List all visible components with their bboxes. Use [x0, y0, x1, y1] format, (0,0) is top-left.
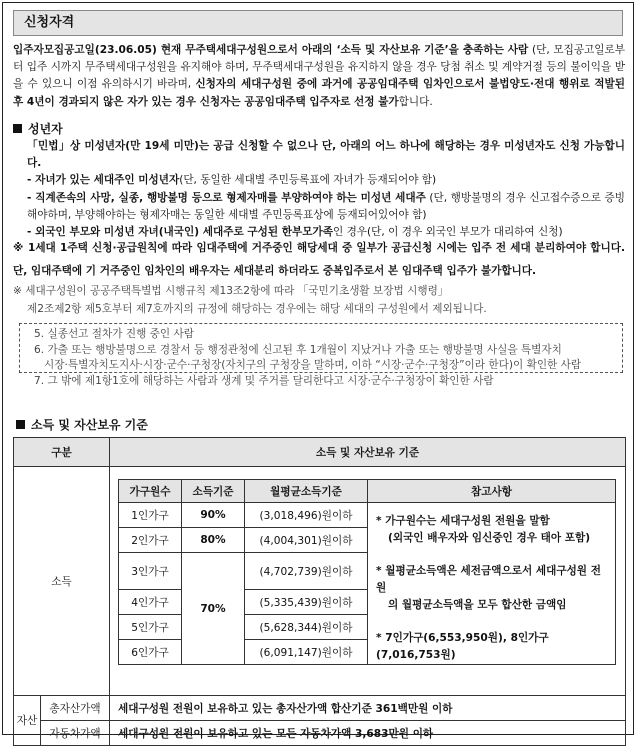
- merged-ratio-cell: 70%: [182, 553, 245, 665]
- table-row: [14, 696, 626, 721]
- table-row: 1인가구 90% (3,018,496)원이하 * 가구원수는 세대구성원 전원을 말함 (외국인 배우자와 임신중인 경우 태아 포함) * 월평균소득액은 세전금액으로서 세대구성원 전원 의 월평균소득액을 모두 합산한 금액임 * 7인가구(6,553,950원), 8인가구(7,016,753원): [119, 503, 616, 528]
- table-row: 5인가구 (5,628,344)원이하: [119, 615, 616, 640]
- table-row: 2인가구 80% (4,004,301)원이하: [119, 528, 616, 553]
- exclusion-list-box: 5. 실종선고 절차가 진행 중인 사람 6. 가출 또는 행방불명으로 경찰서 등 행정관청에 신고된 후 1개월이 지났거나 가출 또는 행방불명 사실을 특별자치 시장·특별자치도지사·시장·군수·구청장(자치구의 구청장을 말하며, 이하 “시장·군수·구청장”이라 한다)이 확인한 사람 7. 그 밖에 제1항1호에 해당하는 사람과 생계 및 주거를 달리한다고 시장·군수·구청장이 확인한 사람: [19, 323, 623, 373]
- minor-bullet-2: - 직계존속의 사망, 실종, 행방불명 등으로 형제자매를 부양하여야 하는 미성년 세대주 (단, 행방불명의 경우 신고접수증으로 증빙해야하며, 부양해야하는 형제자매는 동일한 세대별 주민등록표상에 등재되어있어야 함): [27, 191, 626, 221]
- minor-bullet-3: - 외국인 부모와 미성년 자녀(내국인) 세대주로 구성된 한부모가족인 경우(단, 이 경우 외국인 부모가 대리하여 신청): [27, 226, 563, 239]
- col-group-header: 구분: [14, 438, 110, 467]
- member-exclusion-note: ※ 세대구성원이 공공주택특별법 시행규칙 제13조2항에 따라 「국민기초생활 보장법 시행령」 제2조제2항 제5호부터 제7호까지의 규정에 해당하는 경우에는 해당 세대의 구성원에서 제외됩니다.: [13, 285, 487, 315]
- total-asset-label: 총자산가액: [41, 696, 110, 721]
- minor-section: [13, 120, 625, 241]
- table-row: 6인가구 (6,091,147)원이하: [119, 640, 616, 665]
- minor-title: 성년자: [13, 120, 625, 138]
- square-bullet-icon: [16, 420, 25, 429]
- car-asset-label: 자동차가액: [41, 721, 110, 746]
- car-asset-value: 세대구성원 전원이 보유하고 있는 모든 자동차가액 3,683만원 이하: [110, 721, 626, 746]
- square-bullet-icon: [13, 124, 22, 133]
- minor-bullet-1: - 자녀가 있는 세대주인 미성년자(단, 동일한 세대별 주민등록표에 자녀가 등재되어야 함): [27, 174, 437, 187]
- intro-note: (단, 모집공고일로부터 입주 시까지 무주택세대구성원을 유지해야 하며, 무주택세대구성원을 유지하지 않을 경우 당첨 취소 및 계약거절 등의 불이익을 받을 수 있으니 이점 유의하시기 바라며,: [13, 44, 625, 91]
- intro-main: 입주자모집공고일(23.06.05) 현재 무주택세대구성원으로서 아래의 ‘소득 및 자산보유 기준’을 충족하는 사람: [13, 44, 529, 56]
- minor-line1: 「민법」상 미성년자(만 19세 미만)는 공급 신청할 수 없으나 단, 아래의 어느 하나에 해당하는 경우 미성년자도 신청 가능합니다.: [27, 140, 625, 170]
- household-note: ※ 1세대 1주택 신청·공급원칙에 따라 임대주택에 거주중인 해당세대 중 일부가 공급신청 시에는 입주 전 세대 분리하여야 합니다. 단, 임대주택에 기 거주중인 임차인의 배우자는 세대분리 하더라도 중복입주로서 본 임대주택 입주가 불가합니다.: [13, 242, 625, 277]
- income-row-label: 소득: [14, 467, 110, 696]
- table-row: 4인가구 (5,335,439)원이하: [119, 590, 616, 615]
- col-criteria-header: 소득 및 자산보유 기준: [110, 438, 626, 467]
- intro-warning: 신청자의 세대구성원 중에 과거에 공공임대주택 임차인으로서 불법양도·전대 행위로 적발된 후 4년이 경과되지 않은 자가 있는 경우 신청자는 공공임대주택 입주자로 선정 불가: [13, 78, 626, 108]
- asset-group-label: 자산: [14, 696, 41, 746]
- total-asset-value: 세대구성원 전원이 보유하고 있는 총자산가액 합산기준 361백만원 이하: [110, 696, 626, 721]
- table-row: [14, 721, 626, 746]
- section-header: 신청자격: [13, 10, 623, 36]
- intro-paragraph: 입주자모집공고일(23.06.05) 현재 무주택세대구성원으로서 아래의 ‘소득 및 자산보유 기준’을 충족하는 사람 (단, 모집공고일로부터 입주 시까지 무주택세대구성원을 유지해야 하며, 무주택세대구성원을 유지하지 않을 경우 당첨 취소 및 계약거절 등의 불이익을 받을 수 있으니 이점 유의하시기 바라며, 신청자의 세대구성원 중에 과거에 공공임대주택 임차인으로서 불법양도·전대 행위로 적발된 후 4년이 경과되지 않은 자가 있는 경우 신청자는 공공임대주택 입주자로 선정 불가합니다.: [13, 44, 626, 108]
- income-inner-table: 가구원수 소득기준 월평균소득기준 참고사항 1인가구 90% (3,018,496)원이하 * 가구원수는 세대구성원 전원을 말함 (외국인 배우자와 임신중인 경우 태아 포함) * 월평균소득액은 세전금액으로서 세대구성원 전원 의 월평균소득액을 모두 합산한 금액임 * 7인가구(6,553,950원), 8인가구(7,016,753원) 2인가구 80% (4,004,301)원이하 3인가구 70% (4,702,739)원이하 4인가구 (5,335,439)원이하 5인가구 (5,628,344)원이하 6인가구 (6,091,147)원이하: [118, 479, 616, 665]
- reference-notes: * 가구원수는 세대구성원 전원을 말함 (외국인 배우자와 임신중인 경우 태아 포함) * 월평균소득액은 세전금액으로서 세대구성원 전원 의 월평균소득액을 모두 합산한 금액임 * 7인가구(6,553,950원), 8인가구(7,016,753원): [368, 503, 616, 665]
- income-asset-table: [13, 437, 626, 746]
- table-row: 3인가구 70% (4,702,739)원이하: [119, 553, 616, 590]
- income-section-title: 소득 및 자산보유 기준: [16, 416, 148, 433]
